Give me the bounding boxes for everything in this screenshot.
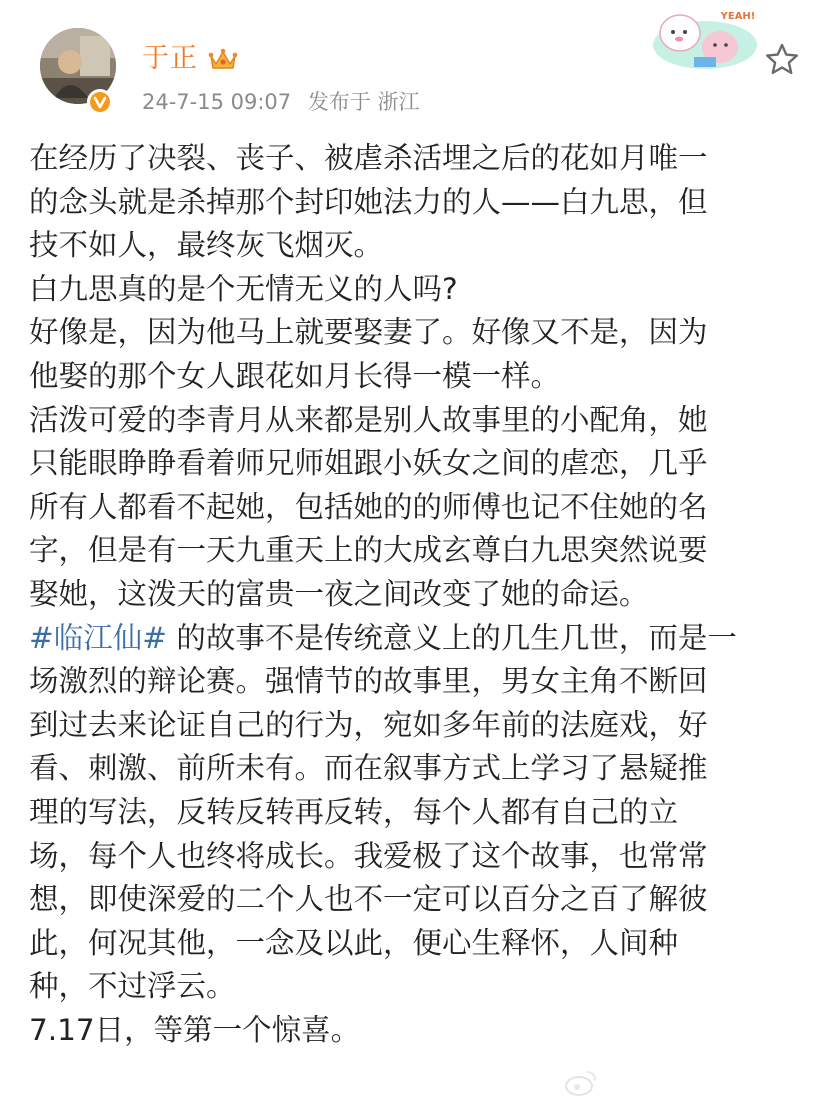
post-text — [29, 137, 799, 1052]
post-line: 此，何况其他，一念及以此，便心生释怀，人间种 — [29, 925, 679, 960]
watermark — [560, 1066, 828, 1100]
post-line: 看、刺激、前所未有。而在叙事方式上学习了悬疑推 — [29, 751, 708, 786]
favorite-star-icon[interactable] — [762, 40, 802, 80]
post-line: 所有人都看不起她，包括她的的师傅也记不住她的名 — [29, 489, 708, 524]
post-line: 好像是，因为他马上就要娶妻了。好像又不是，因为 — [29, 315, 708, 350]
post-line: 技不如人，最终灰飞烟灭。 — [29, 228, 384, 263]
post-line: 到过去来论证自己的行为，宛如多年前的法庭戏，好 — [29, 707, 708, 742]
sticker-text: YEAH! — [720, 11, 756, 22]
post-line: 字，但是有一天九重天上的大成玄尊白九思突然说要 — [29, 533, 708, 568]
post-line: 娶她，这泼天的富贵一夜之间改变了她的命运。 — [29, 576, 649, 611]
post-meta — [142, 88, 430, 116]
post-line: 想，即使深爱的二个人也不一定可以百分之百了解彼 — [29, 882, 708, 917]
post-line: 活泼可爱的李青月从来都是别人故事里的小配角，她 — [29, 402, 708, 437]
post-header — [0, 0, 828, 130]
post-line: 种，不过浮云。 — [29, 969, 236, 1004]
post-location: 发布于 浙江 — [307, 90, 420, 114]
post-timestamp: 24-7-15 09:07 — [142, 90, 292, 114]
cartoon-sticker-icon — [650, 5, 760, 71]
post-line-rest: 的故事不是传统意义上的几生几世，而是一 — [166, 620, 737, 655]
post-line: 理的写法，反转反转再反转，每个人都有自己的立 — [29, 794, 679, 829]
post-line-hashtag — [29, 617, 799, 661]
author-name[interactable]: 于正 — [142, 43, 198, 74]
post-line: 的念头就是杀掉那个封印她法力的人——白九思，但 — [29, 184, 708, 219]
crown-icon — [208, 46, 238, 72]
post-line: 场，每个人也终将成长。我爱极了这个故事，也常常 — [29, 838, 708, 873]
weibo-logo-icon — [564, 1068, 598, 1098]
post-line: 7.17日，等第一个惊喜。 — [29, 1012, 361, 1047]
hashtag-link[interactable]: #临江仙# — [29, 620, 167, 655]
post-line: 在经历了决裂、丧子、被虐杀活埋之后的花如月唯一 — [29, 141, 708, 175]
verified-v-icon — [87, 89, 113, 115]
post-line: 白九思真的是个无情无义的人吗? — [29, 271, 458, 306]
post-line: 他娶的那个女人跟花如月长得一模一样。 — [29, 358, 561, 393]
post-line: 只能眼睁睁看着师兄师姐跟小妖女之间的虐恋，几乎 — [29, 446, 708, 481]
post-line: 场激烈的辩论赛。强情节的故事里，男女主角不断回 — [29, 664, 708, 699]
